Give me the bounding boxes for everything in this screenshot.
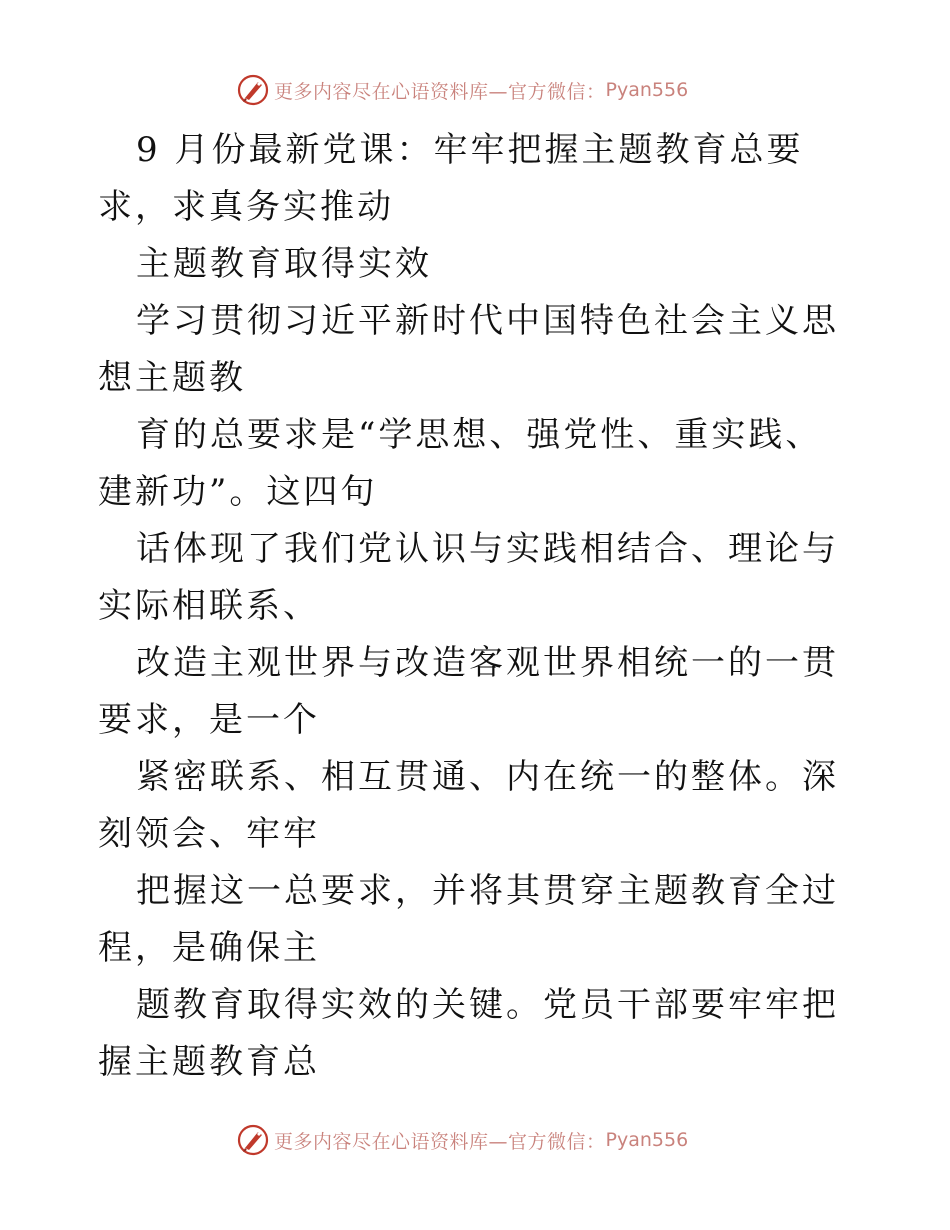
paragraph: 改造主观世界与改造客观世界相统一的一贯要求，是一个 xyxy=(98,643,839,740)
document-body xyxy=(98,122,858,1091)
paragraph: 话体现了我们党认识与实践相结合、理论与实际相联系、 xyxy=(98,529,839,626)
watermark-text: 更多内容尽在心语资料库—官方微信： xyxy=(274,80,606,103)
pen-quill-logo-icon xyxy=(236,73,270,107)
paragraph: 学习贯彻习近平新时代中国特色社会主义思想主题教 xyxy=(98,301,839,398)
watermark-wechat-id: Pyan556 xyxy=(605,1129,689,1151)
header-watermark xyxy=(236,72,688,108)
paragraph: 题教育取得实效的关键。党员干部要牢牢把握主题教育总 xyxy=(98,985,839,1082)
paragraph: 主题教育取得实效 xyxy=(136,244,432,284)
paragraph: 紧密联系、相互贯通、内在统一的整体。深刻领会、牢牢 xyxy=(98,757,839,854)
footer-watermark xyxy=(236,1122,688,1158)
watermark-text: 更多内容尽在心语资料库—官方微信： xyxy=(274,1130,606,1153)
paragraph: 育的总要求是“学思想、强党性、重实践、建新功”。这四句 xyxy=(98,415,823,512)
pen-quill-logo-icon xyxy=(236,1123,270,1157)
paragraph-title: 9 月份最新党课：牢牢把握主题教育总要求，求真务实推动 xyxy=(98,130,804,227)
watermark-wechat-id: Pyan556 xyxy=(605,79,689,101)
paragraph: 把握这一总要求，并将其贯穿主题教育全过程，是确保主 xyxy=(98,871,839,968)
